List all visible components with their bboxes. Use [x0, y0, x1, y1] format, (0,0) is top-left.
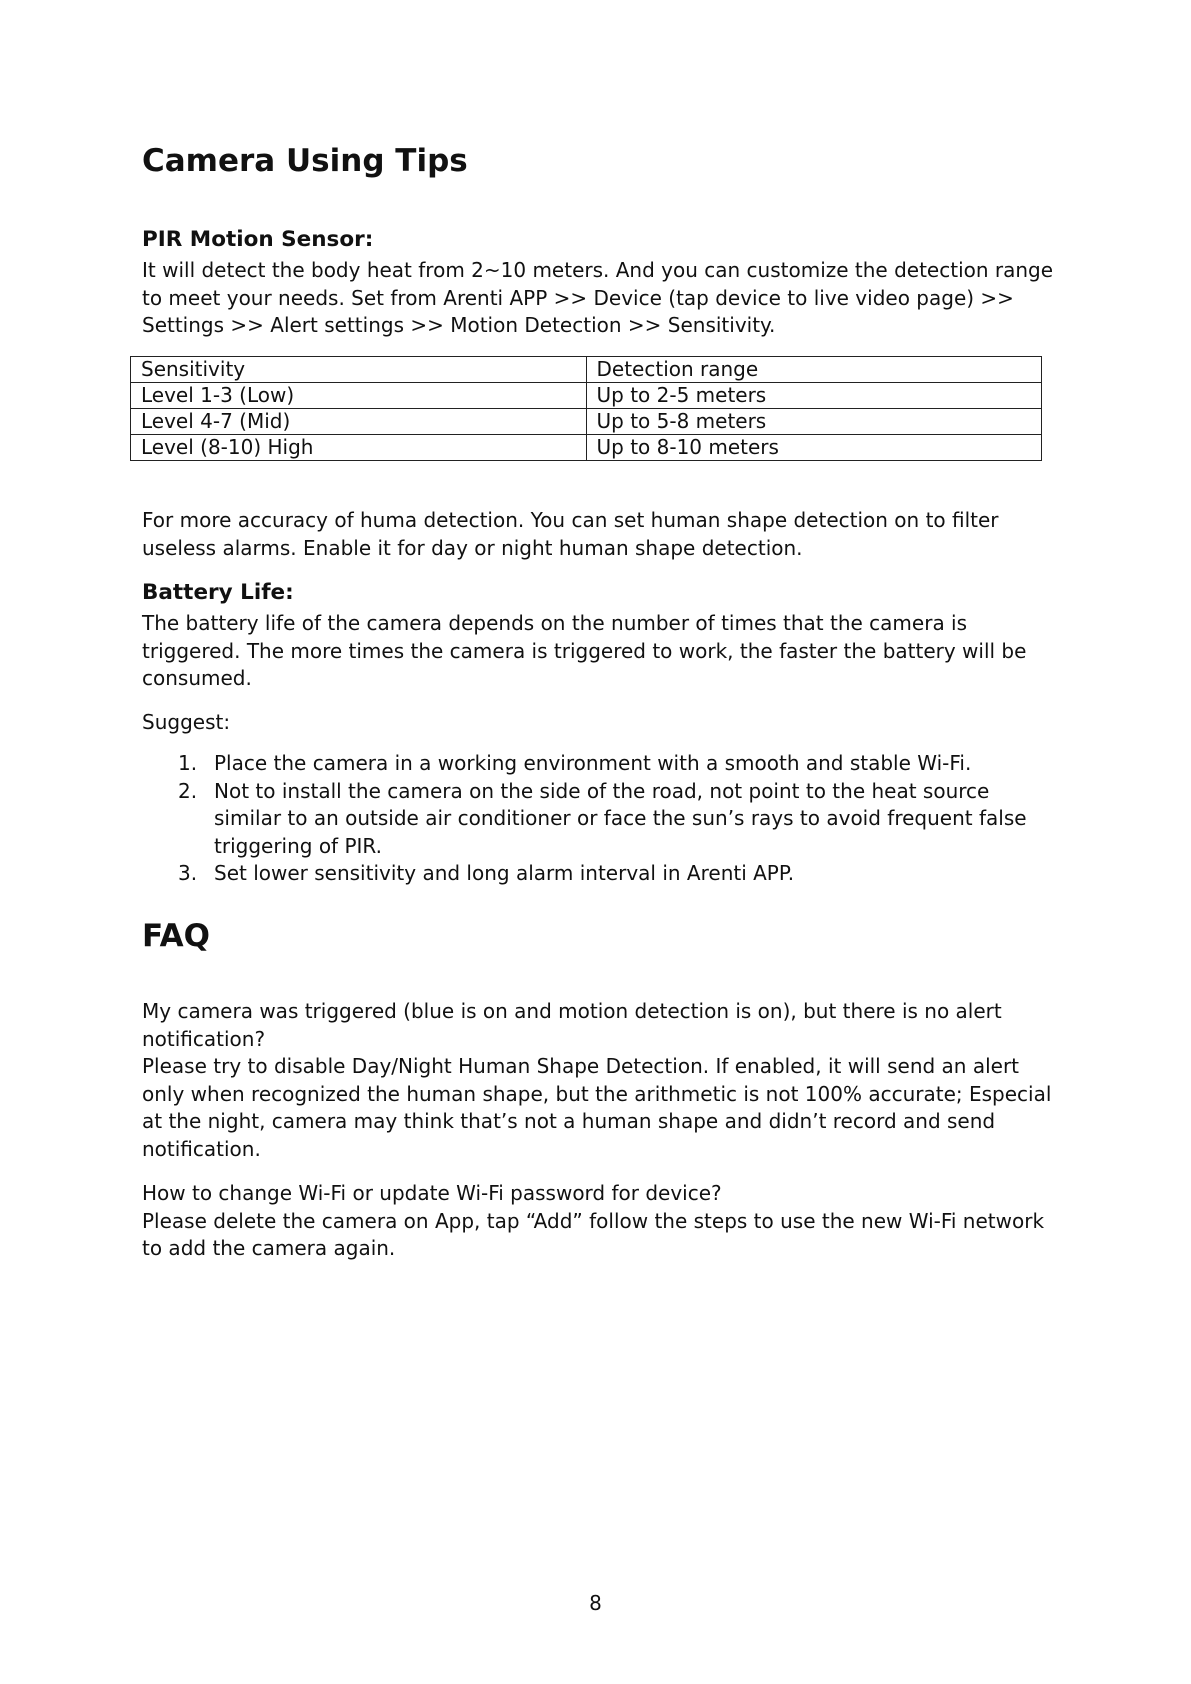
table-header-cell: Detection range	[586, 357, 1042, 383]
section-title-camera-using-tips: Camera Using Tips	[142, 143, 468, 179]
table-row	[131, 435, 1042, 461]
table-cell: Level 1-3 (Low)	[131, 383, 587, 409]
table-row	[131, 409, 1042, 435]
faq-item	[142, 1180, 1072, 1263]
table-cell: Level 4-7 (Mid)	[131, 409, 587, 435]
faq-answer: only when recognized the human shape, but the arithmetic is not 100% accurate; Especial	[142, 1081, 1052, 1106]
suggest-label: Suggest:	[142, 710, 231, 734]
table-header-row	[131, 357, 1042, 383]
pir-line: It will detect the body heat from 2~10 meters. And you can customize the detection range	[142, 258, 1054, 282]
table-header-cell: Sensitivity	[131, 357, 587, 383]
pir-motion-sensor-heading: PIR Motion Sensor:	[142, 227, 374, 252]
table-cell: Up to 8-10 meters	[586, 435, 1042, 461]
list-item-line: Set lower sensitivity and long alarm interval in Arenti APP.	[214, 861, 795, 885]
list-item	[160, 860, 1040, 888]
paragraph-line: useless alarms. Enable it for day or night human shape detection.	[142, 535, 803, 560]
list-number: 1.	[178, 751, 198, 775]
paragraph-line: The battery life of the camera depends on the number of times that the camera is	[142, 611, 968, 635]
battery-life-heading: Battery Life:	[142, 580, 294, 605]
faq-answer: Please try to disable Day/Night Human Shape Detection. If enabled, it will send an alert	[142, 1054, 1020, 1078]
list-item-line: Place the camera in a working environment with a smooth and stable Wi-Fi.	[214, 751, 972, 775]
sensitivity-table	[130, 356, 1042, 461]
faq-answer: at the night, camera may think that’s not a human shape and didn’t record and send	[142, 1109, 996, 1133]
list-number: 3.	[178, 861, 198, 885]
list-item	[160, 778, 1040, 861]
table-cell: Up to 5-8 meters	[586, 409, 1042, 435]
pir-line: to meet your needs. Set from Arenti APP >> Device (tap device to live video page) >>	[142, 285, 1014, 310]
table-cell: Level (8-10) High	[131, 435, 587, 461]
list-item	[160, 750, 1040, 778]
faq-question: notification?	[142, 1026, 266, 1051]
paragraph-line: consumed.	[142, 666, 252, 690]
section-title-faq: FAQ	[142, 918, 210, 954]
list-item-line: triggering of PIR.	[214, 833, 382, 858]
faq-answer: Please delete the camera on App, tap “Add” follow the steps to use the new Wi-Fi network	[142, 1208, 1045, 1233]
faq-question: How to change Wi-Fi or update Wi-Fi password for device?	[142, 1181, 722, 1205]
faq-answer: to add the camera again.	[142, 1236, 396, 1260]
human-detection-paragraph	[142, 507, 1072, 562]
list-item-line: Not to install the camera on the side of the road, not point to the heat source	[214, 778, 990, 803]
table-cell: Up to 2-5 meters	[586, 383, 1042, 409]
table-row	[131, 383, 1042, 409]
faq-question: My camera was triggered (blue is on and motion detection is on), but there is no alert	[142, 999, 1002, 1023]
page-number: 8	[589, 1591, 602, 1615]
paragraph-line: triggered. The more times the camera is triggered to work, the faster the battery will be	[142, 638, 1027, 663]
list-item-line: similar to an outside air conditioner or face the sun’s rays to avoid frequent false	[214, 806, 1027, 830]
pir-description	[142, 257, 1072, 340]
pir-line: Settings >> Alert settings >> Motion Detection >> Sensitivity.	[142, 313, 776, 337]
battery-description	[142, 610, 1072, 693]
faq-answer: notification.	[142, 1136, 261, 1161]
faq-item	[142, 998, 1072, 1163]
paragraph-line: For more accuracy of huma detection. You can set human shape detection on to filter	[142, 508, 999, 532]
suggestion-list	[160, 750, 1040, 888]
list-number: 2.	[178, 778, 198, 803]
